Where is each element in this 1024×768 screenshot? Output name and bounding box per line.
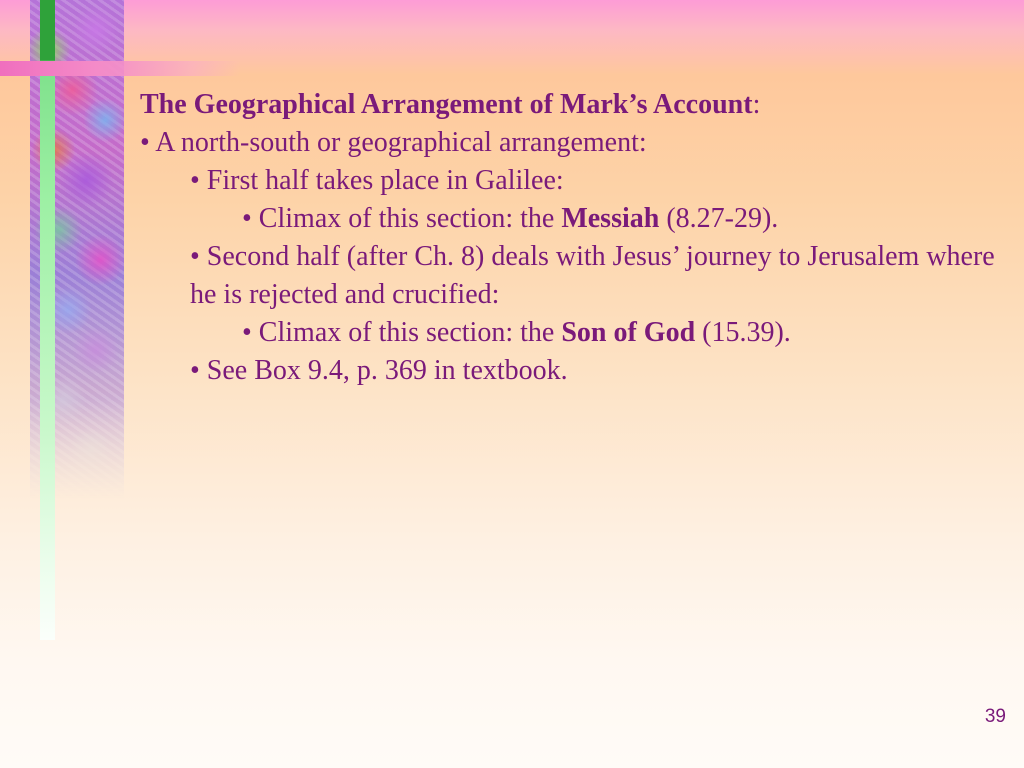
bullet-text: • Climax of this section: the [242, 203, 562, 234]
slide-title: The Geographical Arrangement of Mark’s Account [140, 89, 753, 120]
bullet-level2 [140, 200, 1000, 238]
bullet-text: (15.39). [695, 317, 791, 348]
horizontal-pink-bar [0, 61, 240, 76]
page-number: 39 [984, 706, 1006, 727]
bullet-text: • Climax of this section: the [242, 317, 562, 348]
slide-title-colon: : [752, 89, 761, 120]
bullet-level0: • A north-south or geographical arrangement: [140, 127, 647, 158]
slide-content [140, 86, 1000, 390]
bullet-emphasis: Son of God [561, 317, 696, 348]
bullet-level1: • See Box 9.4, p. 369 in textbook. [190, 355, 568, 386]
bullet-level1: • Second half (after Ch. 8) deals with Jesus’ journey to Jerusalem where he is rejected and crucified: [190, 241, 995, 310]
bullet-level1: • First half takes place in Galilee: [190, 165, 564, 196]
vertical-green-bar [40, 0, 55, 640]
bullet-text: (8.27-29). [659, 203, 779, 234]
bullet-level2 [140, 314, 1000, 352]
bullet-emphasis: Messiah [561, 203, 660, 234]
slide-title-line [140, 86, 1000, 124]
